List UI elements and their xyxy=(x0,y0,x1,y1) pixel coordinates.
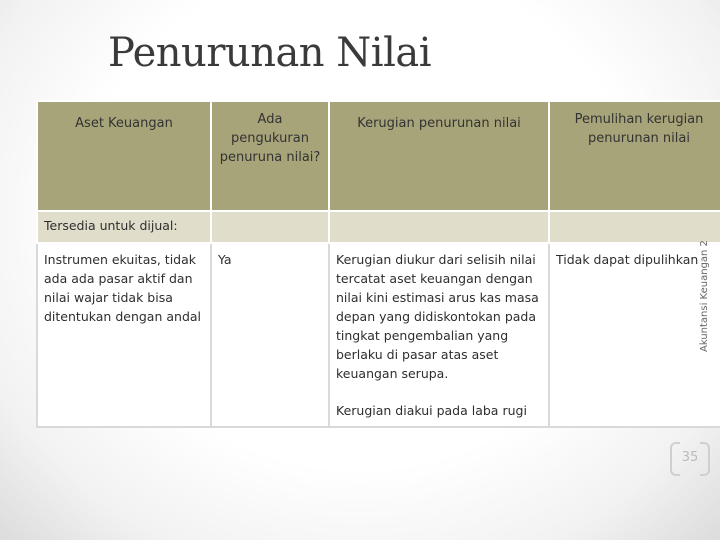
header-loss: Kerugian penurunan nilai xyxy=(329,101,549,211)
loss-paragraph-1: Kerugian diukur dari selisih nilai tercatat aset keuangan dengan nilai kini estimasi arus kas masa depan yang didiskontokan pada tingkat pengembalian yang berlaku di pasar atas aset keuangan serupa. xyxy=(336,252,539,381)
page-number: 35 xyxy=(681,450,699,465)
cell-loss xyxy=(329,243,549,427)
loss-paragraph-2: Kerugian diakui pada laba rugi xyxy=(336,403,527,418)
section-cell-empty xyxy=(329,211,549,243)
section-label: Tersedia untuk dijual: xyxy=(37,211,211,243)
cell-recovery: Tidak dapat dipulihkan xyxy=(549,243,720,427)
impairment-table xyxy=(36,100,720,428)
cell-measurement: Ya xyxy=(211,243,329,427)
table-header-row xyxy=(37,101,720,211)
cell-asset: Instrumen ekuitas, tidak ada ada pasar aktif dan nilai wajar tidak bisa ditentukan dengan andal xyxy=(37,243,211,427)
section-cell-empty xyxy=(211,211,329,243)
header-asset: Aset Keuangan xyxy=(37,101,211,211)
header-measurement: Ada pengukuran penuruna nilai? xyxy=(211,101,329,211)
page-title: Penurunan Nilai xyxy=(108,30,432,76)
table-row xyxy=(37,243,720,427)
section-cell-empty xyxy=(549,211,720,243)
side-label: Akuntansi Keuangan 2 xyxy=(699,240,710,352)
page-number-badge xyxy=(670,442,710,472)
section-row xyxy=(37,211,720,243)
header-recovery: Pemulihan kerugian penurunan nilai xyxy=(549,101,720,211)
